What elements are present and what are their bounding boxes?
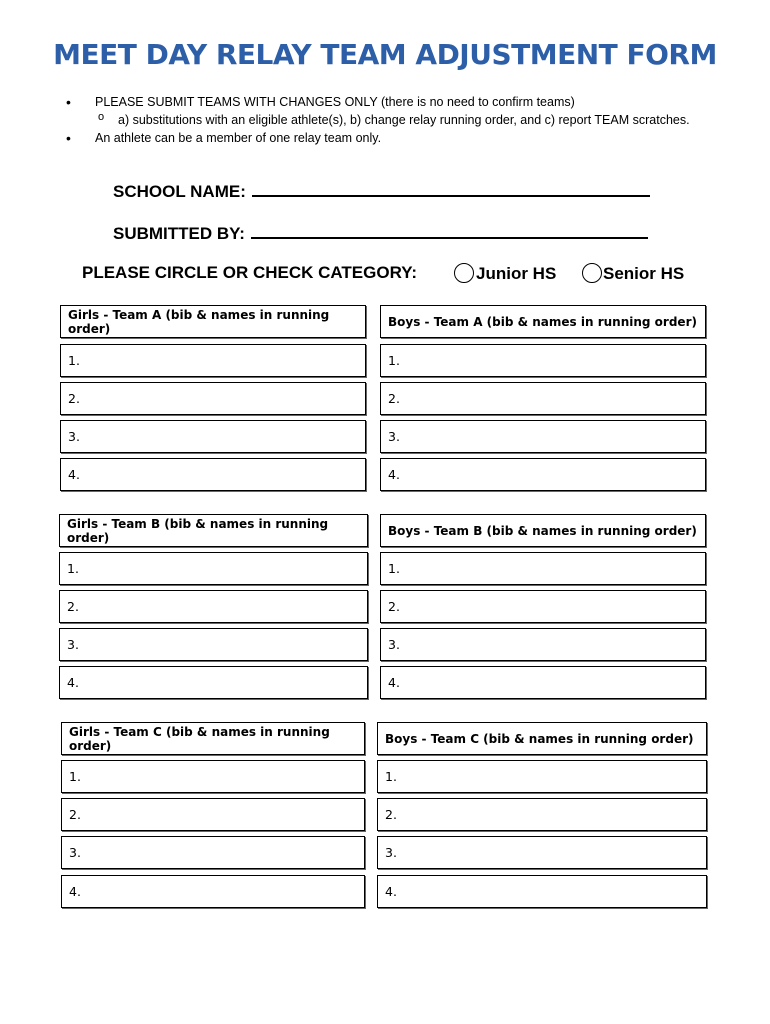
category-label: PLEASE CIRCLE OR CHECK CATEGORY: (82, 263, 417, 282)
boys-team-b-runner-2[interactable]: 2. (380, 590, 706, 623)
girls-team-b-runner-3[interactable]: 3. (59, 628, 368, 661)
girls-team-b-header: Girls - Team B (bib & names in running order) (59, 514, 368, 547)
sub-bullet-marker: o (98, 111, 105, 123)
junior-hs-radio[interactable] (454, 263, 474, 283)
boys-team-a-runner-3[interactable]: 3. (380, 420, 706, 453)
girls-team-a-header: Girls - Team A (bib & names in running order) (60, 305, 366, 338)
school-name-label: SCHOOL NAME: (113, 182, 246, 201)
boys-team-a-header: Boys - Team A (bib & names in running order) (380, 305, 706, 338)
girls-team-b-runner-2[interactable]: 2. (59, 590, 368, 623)
instruction-sub: a) substitutions with an eligible athlete(s), b) change relay running order, and c) report TEAM scratches. (118, 113, 690, 127)
bullet-marker: • (66, 94, 71, 110)
boys-team-c-runner-1[interactable]: 1. (377, 760, 707, 793)
junior-hs-label: Junior HS (476, 264, 557, 283)
boys-team-c-runner-4[interactable]: 4. (377, 875, 707, 908)
girls-team-b-runner-1[interactable]: 1. (59, 552, 368, 585)
boys-team-b-runner-3[interactable]: 3. (380, 628, 706, 661)
bullet-marker: • (66, 130, 71, 146)
girls-team-a-runner-4[interactable]: 4. (60, 458, 366, 491)
submitted-by-label: SUBMITTED BY: (113, 224, 245, 243)
girls-team-c-runner-4[interactable]: 4. (61, 875, 365, 908)
instruction-2: An athlete can be a member of one relay team only. (95, 131, 382, 145)
boys-team-b-runner-4[interactable]: 4. (380, 666, 706, 699)
instruction-1: PLEASE SUBMIT TEAMS WITH CHANGES ONLY (there is no need to confirm teams) (95, 95, 575, 109)
boys-team-c-runner-2[interactable]: 2. (377, 798, 707, 831)
boys-team-c-runner-3[interactable]: 3. (377, 836, 707, 869)
girls-team-b-runner-4[interactable]: 4. (59, 666, 368, 699)
submitted-by-line[interactable] (251, 223, 648, 239)
boys-team-a-runner-2[interactable]: 2. (380, 382, 706, 415)
senior-hs-radio[interactable] (582, 263, 602, 283)
school-name-line[interactable] (252, 181, 650, 197)
girls-team-c-runner-2[interactable]: 2. (61, 798, 365, 831)
submitted-by-field[interactable] (113, 223, 648, 244)
boys-team-a-runner-1[interactable]: 1. (380, 344, 706, 377)
girls-team-c-runner-1[interactable]: 1. (61, 760, 365, 793)
boys-team-c-header: Boys - Team C (bib & names in running order) (377, 722, 707, 755)
girls-team-a-runner-3[interactable]: 3. (60, 420, 366, 453)
boys-team-b-header: Boys - Team B (bib & names in running order) (380, 514, 706, 547)
senior-hs-label: Senior HS (603, 264, 685, 283)
boys-team-b-runner-1[interactable]: 1. (380, 552, 706, 585)
girls-team-c-header: Girls - Team C (bib & names in running order) (61, 722, 365, 755)
form-title: MEET DAY RELAY TEAM ADJUSTMENT FORM (53, 38, 717, 71)
boys-team-a-runner-4[interactable]: 4. (380, 458, 706, 491)
category-selector (82, 263, 702, 283)
school-name-field[interactable] (113, 181, 650, 202)
girls-team-c-runner-3[interactable]: 3. (61, 836, 365, 869)
girls-team-a-runner-2[interactable]: 2. (60, 382, 366, 415)
girls-team-a-runner-1[interactable]: 1. (60, 344, 366, 377)
